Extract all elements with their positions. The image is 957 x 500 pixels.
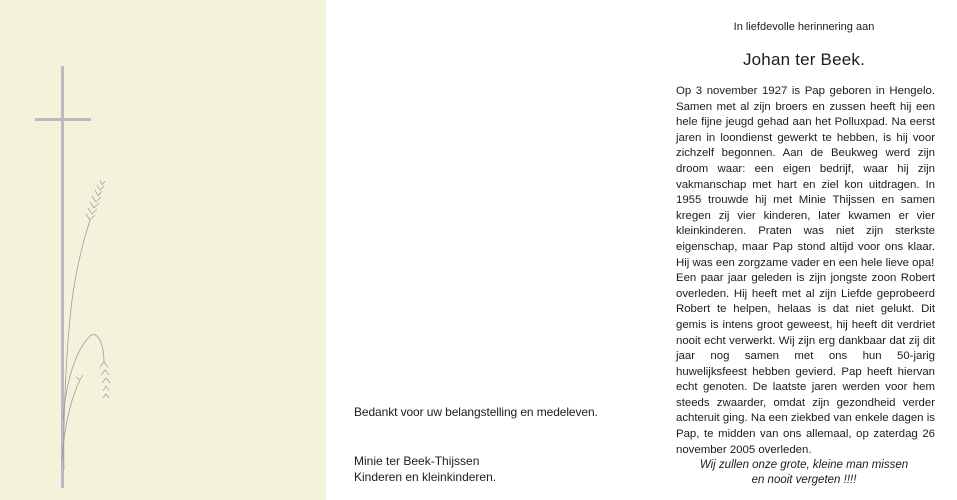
biography bbox=[676, 84, 935, 458]
memorial-panel bbox=[651, 0, 957, 500]
cross-horizontal-beam bbox=[35, 118, 91, 121]
wheat-stalks-icon bbox=[62, 180, 110, 470]
signature bbox=[354, 453, 496, 485]
cross-vertical-beam bbox=[61, 66, 64, 488]
cross-icon bbox=[35, 66, 91, 488]
memorial-intro: In liefdevolle herinnering aan bbox=[733, 21, 875, 33]
biography-paragraph-2: Een paar jaar geleden is zijn jongste zoon Robert overleden. Hij heeft met al zijn Liefde geprobeerd Robert te helpen, helaas is dat niet gelukt. Dit gemis is intens groot geweest, hij heeft dit verdriet nooit echt verwerkt. Wij zijn erg dankbaar dat zij dit jaar nog samen met ons hun 50-jarig huwelijksfeest hebben gevierd. Pap heeft hiervan echt genoten. De laatste jaren werden voor hem steeds zwaarder, omdat zijn gezondheid verder achteruit ging. Na een ziekbed van enkele dagen is Pap, te midden van ons allemaal, op zaterdag 26 november 2005 overleden. bbox=[676, 272, 935, 456]
closing-verse bbox=[651, 458, 957, 488]
biography-paragraph-1: Op 3 november 1927 is Pap geboren in Hengelo. Samen met al zijn broers en zussen heeft hij een hele fijne jeugd gehad aan het Polluxpad. Na eerst jaren in loondienst gewerkt te hebben, is hij voor zichzelf begonnen. Aan de Beukweg werd zijn droom waar: een eigen bedrijf, waar hij zijn vakmanschap met hart en ziel kon uitdragen. In 1955 trouwde hij met Minie Thijssen en samen kregen zij vier kinderen, later kwamen er vier kleinkinderen. Praten was niet zijn sterkste eigenschap, maar Pap stond altijd voor ons klaar. Hij was een zorgzame vader en een hele lieve opa! bbox=[676, 85, 935, 269]
closing-line-2: en nooit vergeten !!!! bbox=[751, 474, 857, 486]
thanks-message: Bedankt voor uw belangstelling en medeleven. bbox=[354, 405, 598, 419]
cross-with-wheat-stalks-icon bbox=[0, 0, 326, 500]
deceased-name: Johan ter Beek. bbox=[742, 50, 866, 69]
thanks-panel bbox=[326, 0, 651, 500]
signature-family: Kinderen en kleinkinderen. bbox=[354, 470, 497, 484]
closing-line-1: Wij zullen onze grote, kleine man missen bbox=[699, 459, 909, 471]
signature-widow: Minie ter Beek-Thijssen bbox=[354, 454, 480, 468]
cover-panel bbox=[0, 0, 326, 500]
